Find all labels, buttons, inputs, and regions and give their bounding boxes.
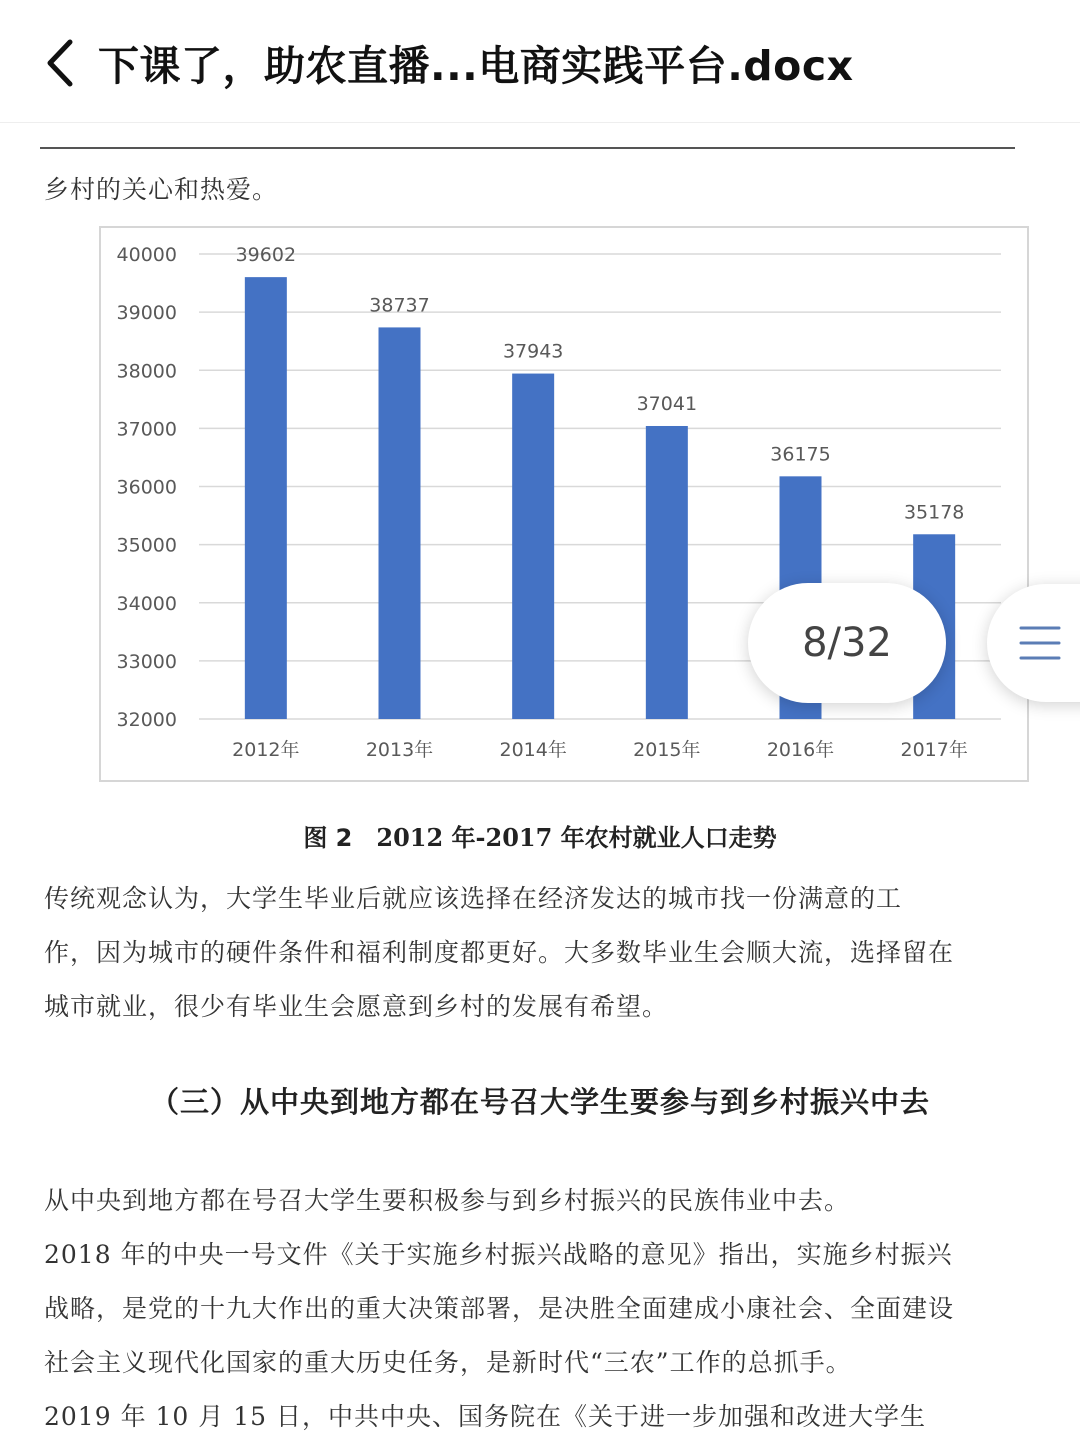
bar <box>512 374 554 719</box>
bar <box>379 327 421 719</box>
y-tick-label: 33000 <box>116 650 177 673</box>
paragraph-line: 城市就业，很少有毕业生会愿意到乡村的发展有希望。 <box>44 992 669 1021</box>
data-label: 38737 <box>369 294 430 317</box>
y-tick-label: 32000 <box>116 709 177 731</box>
paragraph-line: 战略，是党的十九大作出的重大决策部署，是决胜全面建成小康社会、全面建设 <box>44 1294 955 1323</box>
page-divider <box>40 147 1015 149</box>
x-tick-label: 2012年 <box>232 739 300 761</box>
figure-caption-text: 2012 年-2017 年农村就业人口走势 <box>376 823 777 852</box>
data-label: 36175 <box>770 443 831 466</box>
back-button[interactable] <box>38 34 88 92</box>
x-tick-label: 2014年 <box>499 739 567 761</box>
y-tick-label: 37000 <box>116 418 177 441</box>
bar <box>245 277 287 719</box>
figure-caption <box>0 818 1080 853</box>
y-tick-label: 38000 <box>116 360 177 383</box>
data-label: 35178 <box>903 501 965 524</box>
paragraph-line: 社会主义现代化国家的重大历史任务，是新时代“三农”工作的总抓手。 <box>44 1348 852 1377</box>
paragraph-line: 传统观念认为，大学生毕业后就应该选择在经济发达的城市找一份满意的工 <box>44 884 903 913</box>
y-tick-label: 35000 <box>116 534 177 557</box>
data-label: 37943 <box>502 340 564 363</box>
app-header <box>0 0 1080 123</box>
figure-number: 图 2 <box>303 824 353 852</box>
data-label: 37041 <box>636 392 698 415</box>
x-tick-label: 2017年 <box>900 739 968 761</box>
y-tick-label: 34000 <box>116 592 177 615</box>
y-tick-label: 36000 <box>116 476 177 499</box>
y-tick-label: 40000 <box>116 244 177 266</box>
menu-lines-icon <box>1019 624 1061 662</box>
chevron-left-icon <box>38 34 88 92</box>
text-line: 乡村的关心和热爱。 <box>44 175 279 204</box>
x-tick-label: 2013年 <box>365 739 434 761</box>
paragraph-line: 从中央到地方都在号召大学生要积极参与到乡村振兴的民族伟业中去。 <box>44 1186 851 1215</box>
paragraph-line: 2019 年 10 月 15 日，中共中央、国务院在《关于进一步加强和改进大学生 <box>44 1402 926 1431</box>
document-title: 下课了，助农直播...电商实践平台.docx <box>98 42 854 90</box>
paragraph-line: 2018 年的中央一号文件《关于实施乡村振兴战略的意见》指出，实施乡村振兴 <box>44 1240 953 1269</box>
x-tick-label: 2015年 <box>633 739 701 761</box>
x-tick-label: 2016年 <box>766 739 835 761</box>
y-tick-label: 39000 <box>116 302 177 325</box>
data-label: 39602 <box>235 244 297 267</box>
page-indicator[interactable]: 8/32 <box>748 583 946 703</box>
bar <box>646 426 688 719</box>
section-heading: （三）从中央到地方都在号召大学生要参与到乡村振兴中去 <box>149 1085 930 1119</box>
paragraph-line: 作，因为城市的硬件条件和福利制度都更好。大多数毕业生会顺大流，选择留在 <box>44 938 955 967</box>
